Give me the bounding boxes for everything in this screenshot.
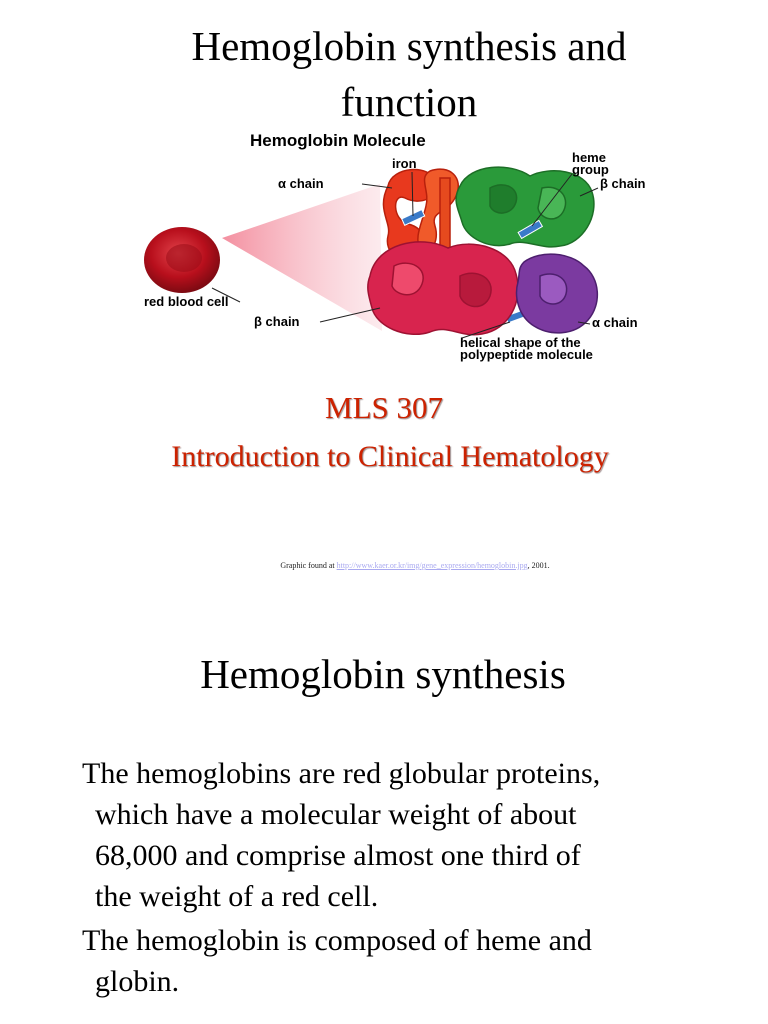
slide-title-line2: function [340,79,478,125]
beta-chain-bottom-shape [368,242,518,335]
alpha-chain-bottom-shape [517,254,598,333]
slide-title [0,18,768,130]
hemoglobin-figure [130,126,670,366]
beta-chain-top-label: β chain [600,176,646,191]
heme-group-label-line1: heme [572,150,606,165]
paragraph-hemoglobin-description [82,753,702,917]
heme-group-label-line2: group [572,162,609,177]
credit-suffix: , 2001. [527,561,550,570]
helical-label-line1: helical shape of the [460,335,581,350]
para1-line2: which have a molecular weight of about [95,798,577,831]
slide-title-line1: Hemoglobin synthesis and [191,23,627,69]
paragraph-hemoglobin-composition [82,920,702,1002]
magnify-cone [222,184,382,331]
para2-line2: globin. [95,965,180,998]
section-title: Hemoglobin synthesis [200,651,566,697]
credit-link[interactable]: http://www.kaer.or.kr/img/gene_expression/hemoglobin.jpg [336,561,528,570]
course-code: MLS 307 [325,390,443,425]
red-blood-cell-icon [144,227,220,293]
graphic-credit [0,561,768,570]
beta-chain-bottom-label: β chain [254,314,300,329]
para1-line1: The hemoglobins are red globular proteins, [82,757,601,790]
hemoglobin-diagram [130,126,670,366]
para1-line3: 68,000 and comprise almost one third of [95,839,581,872]
para2-line1: The hemoglobin is composed of heme and [82,924,592,957]
figure-title: Hemoglobin Molecule [250,131,426,150]
para1-line4: the weight of a red cell. [95,880,379,913]
red-blood-cell-label: red blood cell [144,294,229,309]
helical-label-line2: polypeptide molecule [460,347,593,362]
alpha-chain-top-label: α chain [278,176,324,191]
course-name: Introduction to Clinical Hematology [171,440,609,473]
iron-label: iron [392,156,417,171]
credit-prefix: Graphic found at [280,561,337,570]
alpha-chain-bottom-label: α chain [592,315,638,330]
